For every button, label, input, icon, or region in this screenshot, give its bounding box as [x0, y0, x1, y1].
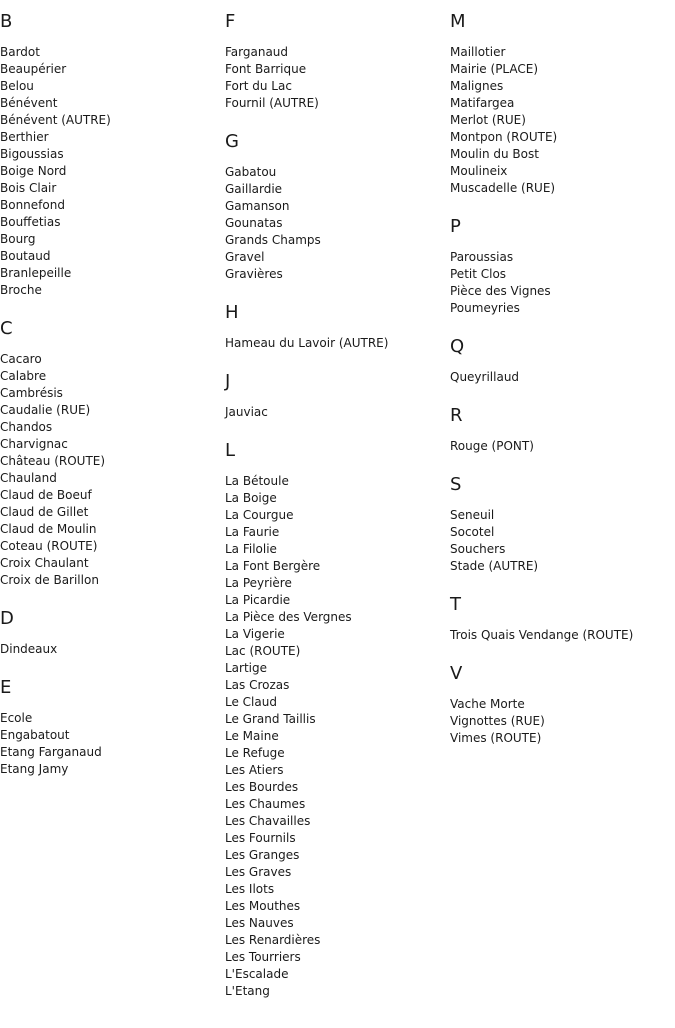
street-list — [450, 44, 670, 197]
section-letter-heading: V — [450, 663, 463, 684]
street-link[interactable]: Grands Champs — [225, 233, 321, 247]
street-link[interactable]: Chauland — [0, 471, 57, 485]
section-letter-heading: H — [225, 302, 239, 323]
street-link[interactable]: Montpon (ROUTE) — [450, 130, 558, 144]
street-link[interactable]: Chandos — [0, 420, 53, 434]
street-link[interactable]: Les Chaumes — [225, 797, 306, 811]
street-link[interactable]: Moulineix — [450, 164, 508, 178]
street-link[interactable]: Les Chavailles — [225, 814, 311, 828]
street-link[interactable]: Farganaud — [225, 45, 289, 59]
street-link[interactable]: Berthier — [0, 130, 49, 144]
street-list — [225, 164, 445, 283]
street-link[interactable]: Pièce des Vignes — [450, 284, 551, 298]
street-list — [450, 507, 670, 575]
letter-section — [225, 130, 445, 283]
section-letter-heading: Q — [450, 336, 465, 357]
street-link[interactable]: Bigoussias — [0, 147, 64, 161]
street-link[interactable]: La Faurie — [225, 525, 280, 539]
street-link[interactable]: Matifargea — [450, 96, 515, 110]
street-list — [450, 438, 670, 455]
street-link[interactable]: La Bétoule — [225, 474, 289, 488]
street-link[interactable]: Fort du Lac — [225, 79, 292, 93]
street-list — [225, 473, 445, 1000]
street-link[interactable]: Les Bourdes — [225, 780, 299, 794]
street-link[interactable]: Les Tourriers — [225, 950, 301, 964]
street-list — [450, 249, 670, 317]
street-link[interactable]: La Picardie — [225, 593, 291, 607]
letter-section — [0, 10, 220, 299]
letter-section — [0, 607, 220, 658]
letter-section — [450, 215, 670, 317]
section-letter-heading: P — [450, 216, 461, 237]
street-link[interactable]: Paroussias — [450, 250, 514, 264]
street-link[interactable]: Poumeyries — [450, 301, 520, 315]
street-link[interactable]: Bourg — [0, 232, 36, 246]
street-link[interactable]: Gravières — [225, 267, 283, 281]
street-link[interactable]: La Courgue — [225, 508, 294, 522]
street-link[interactable]: Jauviac — [225, 405, 268, 419]
street-link[interactable]: Branlepeille — [0, 266, 72, 280]
street-link[interactable]: Muscadelle (RUE) — [450, 181, 556, 195]
street-list — [0, 44, 220, 299]
street-link[interactable]: Les Mouthes — [225, 899, 301, 913]
street-link[interactable]: L'Etang — [225, 984, 270, 998]
street-link[interactable]: Broche — [0, 283, 42, 297]
street-link[interactable]: L'Escalade — [225, 967, 289, 981]
street-link[interactable]: Le Refuge — [225, 746, 285, 760]
street-link[interactable]: Boige Nord — [0, 164, 67, 178]
letter-section — [225, 439, 445, 1000]
street-link[interactable]: Les Graves — [225, 865, 292, 879]
street-link[interactable]: Croix Chaulant — [0, 556, 89, 570]
street-link[interactable]: Hameau du Lavoir (AUTRE) — [225, 336, 389, 350]
street-link[interactable]: Les Ilots — [225, 882, 275, 896]
street-link[interactable]: Fournil (AUTRE) — [225, 96, 319, 110]
street-link[interactable]: Font Barrique — [225, 62, 307, 76]
section-letter-heading: L — [225, 440, 236, 461]
street-link[interactable]: Stade (AUTRE) — [450, 559, 539, 573]
letter-section — [0, 676, 220, 778]
section-letter-heading: D — [0, 608, 14, 629]
section-letter-heading: E — [0, 677, 12, 698]
letter-section — [450, 10, 670, 197]
letter-section — [450, 662, 670, 747]
street-link[interactable]: Les Renardières — [225, 933, 321, 947]
street-link[interactable]: Dindeaux — [0, 642, 58, 656]
street-link[interactable]: Vache Morte — [450, 697, 525, 711]
street-link[interactable]: La Vigerie — [225, 627, 285, 641]
street-link[interactable]: Les Fournils — [225, 831, 296, 845]
street-link[interactable]: Gaillardie — [225, 182, 283, 196]
street-link[interactable]: Le Grand Taillis — [225, 712, 316, 726]
street-link[interactable]: Claud de Moulin — [0, 522, 97, 536]
letter-section — [0, 317, 220, 589]
section-letter-heading: R — [450, 405, 463, 426]
street-link[interactable]: Etang Jamy — [0, 762, 69, 776]
street-link[interactable]: Queyrillaud — [450, 370, 520, 384]
street-link[interactable]: Château (ROUTE) — [0, 454, 106, 468]
street-link[interactable]: Socotel — [450, 525, 495, 539]
letter-section — [450, 404, 670, 455]
index-column — [225, 10, 445, 1018]
street-link[interactable]: Croix de Barillon — [0, 573, 99, 587]
index-column — [0, 10, 220, 796]
street-link[interactable]: Lartige — [225, 661, 268, 675]
street-link[interactable]: Petit Clos — [450, 267, 507, 281]
street-list — [0, 710, 220, 778]
street-link[interactable]: Coteau (ROUTE) — [0, 539, 98, 553]
street-link[interactable]: Gounatas — [225, 216, 283, 230]
street-link[interactable]: La Pièce des Vergnes — [225, 610, 352, 624]
index-column — [450, 10, 670, 765]
street-link[interactable]: Bouffetias — [0, 215, 61, 229]
street-list — [0, 351, 220, 589]
street-link[interactable]: Malignes — [450, 79, 504, 93]
street-link[interactable]: Bardot — [0, 45, 40, 59]
street-link[interactable]: Bois Clair — [0, 181, 57, 195]
street-link[interactable]: Vimes (ROUTE) — [450, 731, 542, 745]
street-list — [450, 627, 670, 644]
section-letter-heading: F — [225, 11, 236, 32]
section-letter-heading: S — [450, 474, 462, 495]
section-letter-heading: T — [450, 594, 461, 615]
street-link[interactable]: Claud de Gillet — [0, 505, 89, 519]
street-link[interactable]: La Font Bergère — [225, 559, 321, 573]
section-letter-heading: M — [450, 11, 466, 32]
street-list — [450, 369, 670, 386]
street-link[interactable]: Lac (ROUTE) — [225, 644, 301, 658]
letter-section — [450, 473, 670, 575]
street-link[interactable]: Moulin du Bost — [450, 147, 539, 161]
street-link[interactable]: Bénévent — [0, 96, 58, 110]
street-link[interactable]: Le Maine — [225, 729, 279, 743]
street-link[interactable]: Les Nauves — [225, 916, 294, 930]
street-link[interactable]: Las Crozas — [225, 678, 290, 692]
street-link[interactable]: Belou — [0, 79, 34, 93]
street-link[interactable]: Gabatou — [225, 165, 277, 179]
street-link[interactable]: Cambrésis — [0, 386, 63, 400]
street-list — [225, 335, 445, 352]
street-link[interactable]: Calabre — [0, 369, 47, 383]
letter-section — [225, 301, 445, 352]
street-link[interactable]: Le Claud — [225, 695, 277, 709]
street-link[interactable]: Gravel — [225, 250, 265, 264]
street-link[interactable]: Bénévent (AUTRE) — [0, 113, 111, 127]
street-link[interactable]: Rouge (PONT) — [450, 439, 534, 453]
street-link[interactable]: Les Granges — [225, 848, 300, 862]
street-link[interactable]: Boutaud — [0, 249, 51, 263]
street-link[interactable]: Les Atiers — [225, 763, 284, 777]
street-link[interactable]: Caudalie (RUE) — [0, 403, 91, 417]
street-link[interactable]: Claud de Boeuf — [0, 488, 92, 502]
letter-section — [225, 370, 445, 421]
street-link[interactable]: Seneuil — [450, 508, 495, 522]
street-link[interactable]: Vignottes (RUE) — [450, 714, 545, 728]
street-link[interactable]: Souchers — [450, 542, 506, 556]
street-link[interactable]: Beaupérier — [0, 62, 67, 76]
street-link[interactable]: La Peyrière — [225, 576, 292, 590]
street-link[interactable]: Ecole — [0, 711, 33, 725]
letter-section — [450, 593, 670, 644]
street-list — [0, 641, 220, 658]
street-list — [225, 44, 445, 112]
street-link[interactable]: Etang Farganaud — [0, 745, 102, 759]
letter-section — [225, 10, 445, 112]
section-letter-heading: B — [0, 11, 13, 32]
street-list — [225, 404, 445, 421]
street-link[interactable]: Engabatout — [0, 728, 70, 742]
letter-section — [450, 335, 670, 386]
street-link[interactable]: Bonnefond — [0, 198, 65, 212]
street-link[interactable]: Charvignac — [0, 437, 68, 451]
section-letter-heading: C — [0, 318, 13, 339]
street-link[interactable]: Trois Quais Vendange (ROUTE) — [450, 628, 634, 642]
street-list — [450, 696, 670, 747]
street-link[interactable]: Maillotier — [450, 45, 506, 59]
street-link[interactable]: Cacaro — [0, 352, 42, 366]
street-link[interactable]: La Boige — [225, 491, 277, 505]
street-link[interactable]: Merlot (RUE) — [450, 113, 526, 127]
street-link[interactable]: Mairie (PLACE) — [450, 62, 539, 76]
street-link[interactable]: Gamanson — [225, 199, 290, 213]
street-link[interactable]: La Filolie — [225, 542, 277, 556]
section-letter-heading: J — [225, 371, 231, 392]
section-letter-heading: G — [225, 131, 239, 152]
